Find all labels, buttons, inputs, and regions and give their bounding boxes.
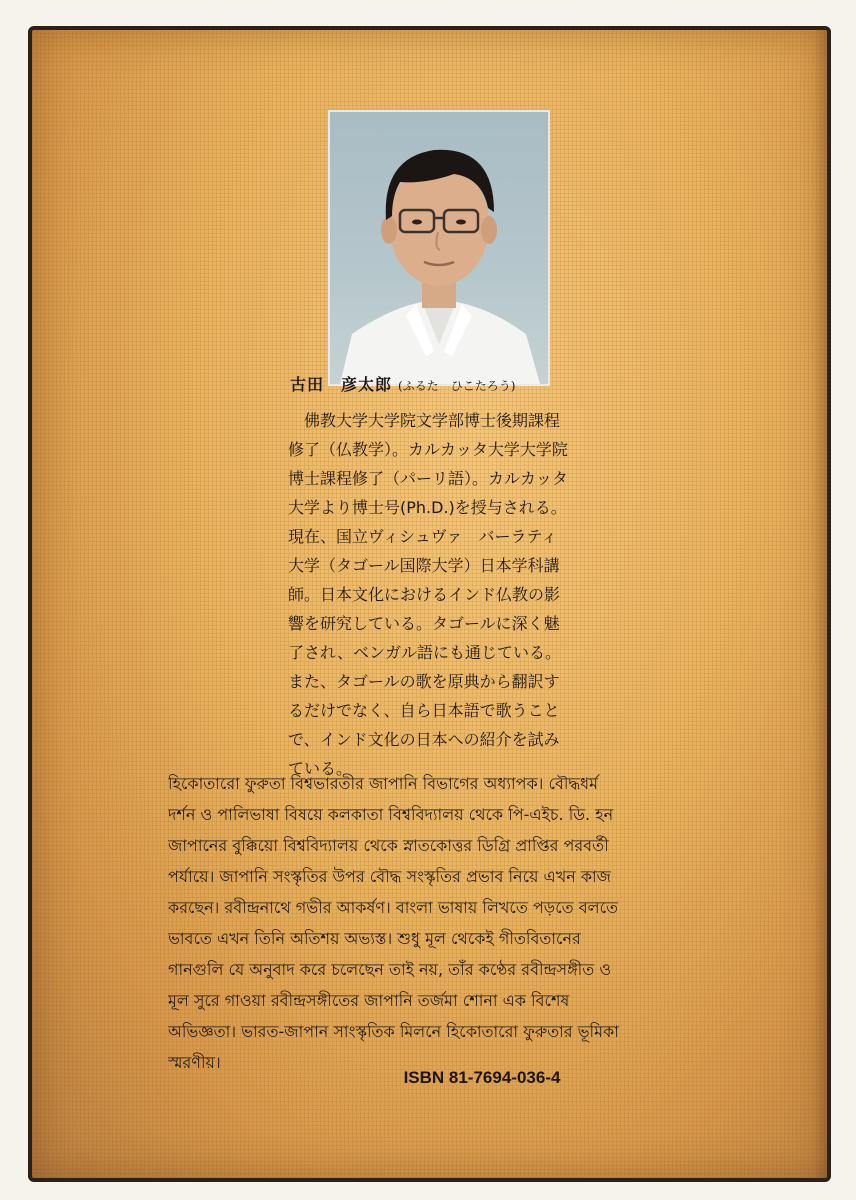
japanese-bio-line: 響を研究している。タゴールに深く魅 xyxy=(288,614,560,633)
japanese-bio-line: 博士課程修了（パーリ語）。カルカッタ xyxy=(288,469,568,488)
bengali-bio-line: জাপানের বুক্কিয়ো বিশ্ববিদ্যালয় থেকে স্নাতকোত্তর ডিগ্রি প্রাপ্তির পরবর্তী xyxy=(168,836,609,855)
bengali-bio-line: গানগুলি যে অনুবাদ করে চলেছেন তাই নয়, তাঁর কণ্ঠের রবীন্দ্রসঙ্গীত ও xyxy=(168,960,612,979)
bengali-bio-line: ভাবতে এখন তিনি অতিশয় অভ্যস্ত। শুধু মূল থেকেই গীতবিতানের xyxy=(168,929,581,948)
japanese-bio-line: 師。日本文化におけるインド仏教の影 xyxy=(288,585,561,604)
japanese-bio-line: 佛教大学大学院文学部博士後期課程 xyxy=(288,411,561,430)
author-name-reading: (ふるた ひこたろう) xyxy=(398,379,516,393)
book-cover xyxy=(28,26,831,1182)
isbn-number: ISBN 81-7694-036-4 xyxy=(403,1068,561,1087)
japanese-bio-line: 大学（タゴール国際大学）日本学科講 xyxy=(288,556,560,575)
japanese-bio-line: 了され、ベンガル語にも通じている。 xyxy=(288,643,561,662)
bengali-bio-line: মূল সুরে গাওয়া রবীন্দ্রসঙ্গীতের জাপানি তর্জমা শোনা এক বিশেষ xyxy=(168,991,570,1010)
author-name: 古田 彦太郎 xyxy=(290,375,393,394)
japanese-bio-line: で、インド文化の日本への紹介を試み xyxy=(288,730,560,749)
bengali-bio-line: হিকোতারো ফুরুতা বিশ্বভারতীর জাপানি বিভাগের অধ্যাপক। বৌদ্ধধর্ম xyxy=(168,774,599,793)
bengali-bio-line: পর্যায়ে। জাপানি সংস্কৃতির উপর বৌদ্ধ সংস্কৃতির প্রভাব নিয়ে এখন কাজ xyxy=(168,867,611,886)
author-name-line xyxy=(290,372,590,398)
cover-edge-wear xyxy=(813,30,827,1178)
japanese-bio-line: 大学より博士号(Ph.D.)を授与される。 xyxy=(288,498,567,517)
japanese-bio-line: ている。 xyxy=(288,759,353,778)
bengali-biography xyxy=(168,768,728,1078)
japanese-bio-line: るだけでなく、自ら日本語で歌うこと xyxy=(288,701,560,720)
author-photo xyxy=(328,110,550,386)
bengali-bio-line: দর্শন ও পালিভাষা বিষয়ে কলকাতা বিশ্ববিদ্যালয় থেকে পি-এইচ. ডি. হন xyxy=(168,805,614,824)
japanese-bio-line: また、タゴールの歌を原典から翻訳す xyxy=(288,672,560,691)
author-portrait-illustration xyxy=(330,112,548,384)
japanese-bio-line: 現在、国立ヴィシュヴァ バーラティ xyxy=(288,527,558,546)
japanese-biography xyxy=(288,406,588,783)
bengali-bio-line: করছেন। রবীন্দ্রনাথে গভীর আকর্ষণ। বাংলা ভাষায় লিখতে পড়তে বলতে xyxy=(168,898,619,917)
bengali-bio-line: স্মরণীয়। xyxy=(168,1053,221,1072)
japanese-bio-line: 修了（仏教学）。カルカッタ大学大学院 xyxy=(288,440,568,459)
bengali-bio-line: অভিজ্ঞতা। ভারত-জাপান সাংস্কৃতিক মিলনে হিকোতারো ফুরুতার ভূমিকা xyxy=(168,1022,619,1041)
